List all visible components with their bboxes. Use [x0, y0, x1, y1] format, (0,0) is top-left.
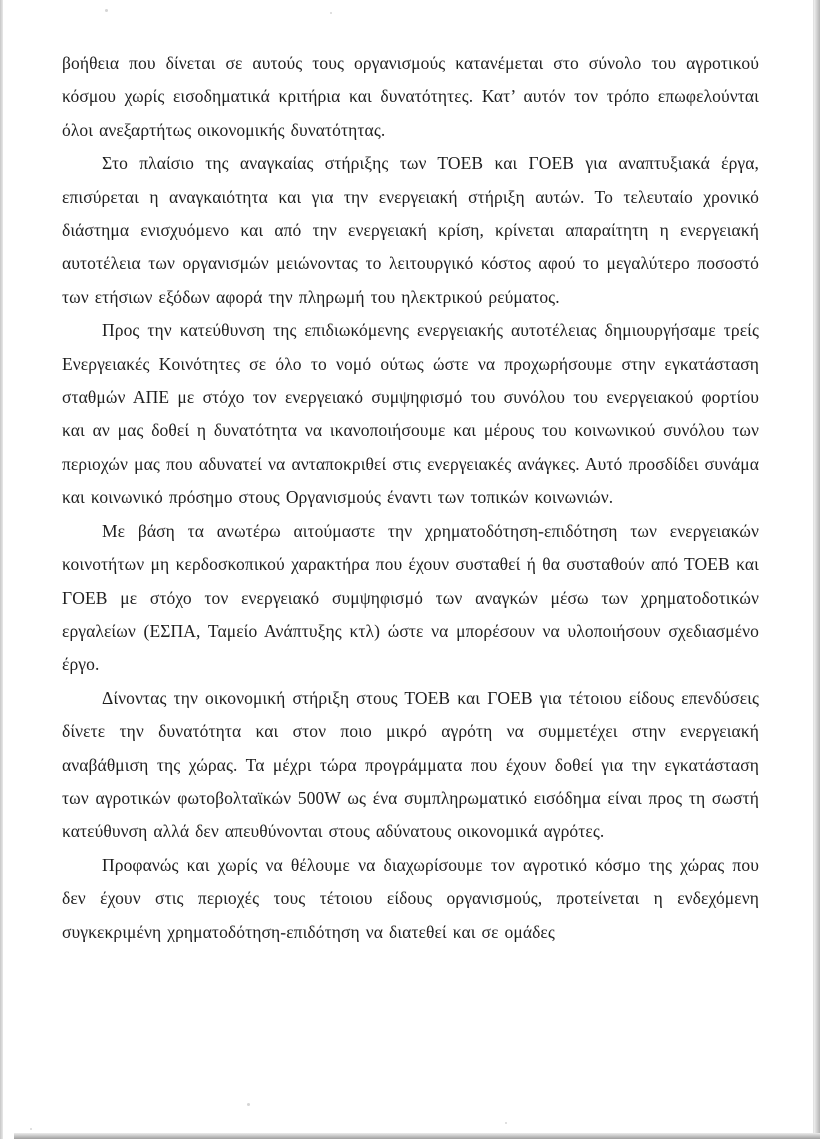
paragraph-continuation: βοήθεια που δίνεται σε αυτούς τους οργανισμούς κατανέμεται στο σύνολο του αγροτικού κόσμου χωρίς εισοδηματικά κριτήρια και δυνατότητες. Κατ’ αυτόν τον τρόπο επωφελούνται όλοι ανεξαρτήτως οικονομικής δυνατότητας.	[62, 53, 759, 140]
page-bottom-edge-shadow	[14, 1133, 820, 1139]
paragraph-small-farmers: Δίνοντας την οικονομική στήριξη στους ΤΟΕΒ και ΓΟΕΒ για τέτοιου είδους επενδύσεις δίνετε την δυνατότητα και στον ποιο μικρό αγρότη να συμμετέχει στην ενεργειακή αναβάθμιση της χώρας. Τα μέχρι τώρα προγράμματα που έχουν δοθεί για την εγκατάσταση των αγροτικών φωτοβολταϊκών 500W ως ένα συμπληρωματικό εισόδημα είναι προς τη σωστή κατεύθυνση αλλά δεν απευθύνονται στους αδύνατους οικονομικά αγρότες.	[62, 687, 759, 842]
scan-speck	[247, 1103, 250, 1106]
paragraph-other-groups: Προφανώς και χωρίς να θέλουμε να διαχωρίσουμε τον αγροτικό κόσμο της χώρας που δεν έχουν στις περιοχές τους τέτοιου είδους οργανισμούς, προτείνεται η ενδεχόμενη συγκεκριμένη χρηματοδότηση-επιδότηση να διατεθεί και σε ομάδες	[62, 854, 759, 942]
scan-speck	[105, 9, 108, 12]
paragraph-funding-request: Με βάση τα ανωτέρω αιτούμαστε την χρηματοδότηση-επιδότηση των ενεργειακών κοινοτήτων μη κερδοσκοπικού χαρακτήρα που έχουν συσταθεί ή θα συσταθούν από ΤΟΕΒ και ΓΟΕΒ με στόχο τον ενεργειακό συμψηφισμό των αναγκών μέσω των χρηματοδοτικών εργαλείων (ΕΣΠΑ, Ταμείο Ανάπτυξης κτλ) ώστε να μπορέσουν να υλοποιήσουν σχεδιασμένο έργο.	[62, 520, 759, 675]
paragraph-toeb-goeb-support: Στο πλαίσιο της αναγκαίας στήριξης των ΤΟΕΒ και ΓΟΕΒ για αναπτυξιακά έργα, επισύρεται η αναγκαιότητα και για την ενεργειακή στήριξη αυτών. Το τελευταίο χρονικό διάστημα ενισχυόμενο και από την ενεργειακή κρίση, κρίνεται απαραίτητη η ενεργειακή αυτοτέλεια των οργανισμών μειώνοντας το λειτουργικό κόστος αφού το μεγαλύτερο ποσοστό των ετήσιων εξόδων αφορά την πληρωμή του ηλεκτρικού ρεύματος.	[62, 153, 759, 307]
scan-speck	[330, 12, 332, 14]
scan-speck	[505, 1122, 507, 1124]
paragraph-energy-communities: Προς την κατεύθυνση της επιδιωκόμενης ενεργειακής αυτοτέλειας δημιουργήσαμε τρείς Ενεργειακές Κοινότητες σε όλο το νομό ούτως ώστε να προχωρήσουμε στην εγκατάσταση σταθμών ΑΠΕ με στόχο τον ενεργειακό συμψηφισμό του συνόλου του ενεργειακού φορτίου και αν μας δοθεί η δυνατότητα να ικανοποιήσουμε και μέρους του κοινωνικού συνόλου των περιοχών μας που αδυνατεί να ανταποκριθεί στις ενεργειακές ανάγκες. Αυτό προσδίδει συνάμα και κοινωνικό πρόσημο στους Οργανισμούς έναντι των τοπικών κοινωνιών.	[62, 320, 759, 508]
scan-speck	[30, 1128, 32, 1130]
page-left-edge-shadow	[0, 0, 3, 1139]
document-text-block	[62, 47, 759, 949]
page-right-edge-shadow	[813, 0, 820, 1139]
